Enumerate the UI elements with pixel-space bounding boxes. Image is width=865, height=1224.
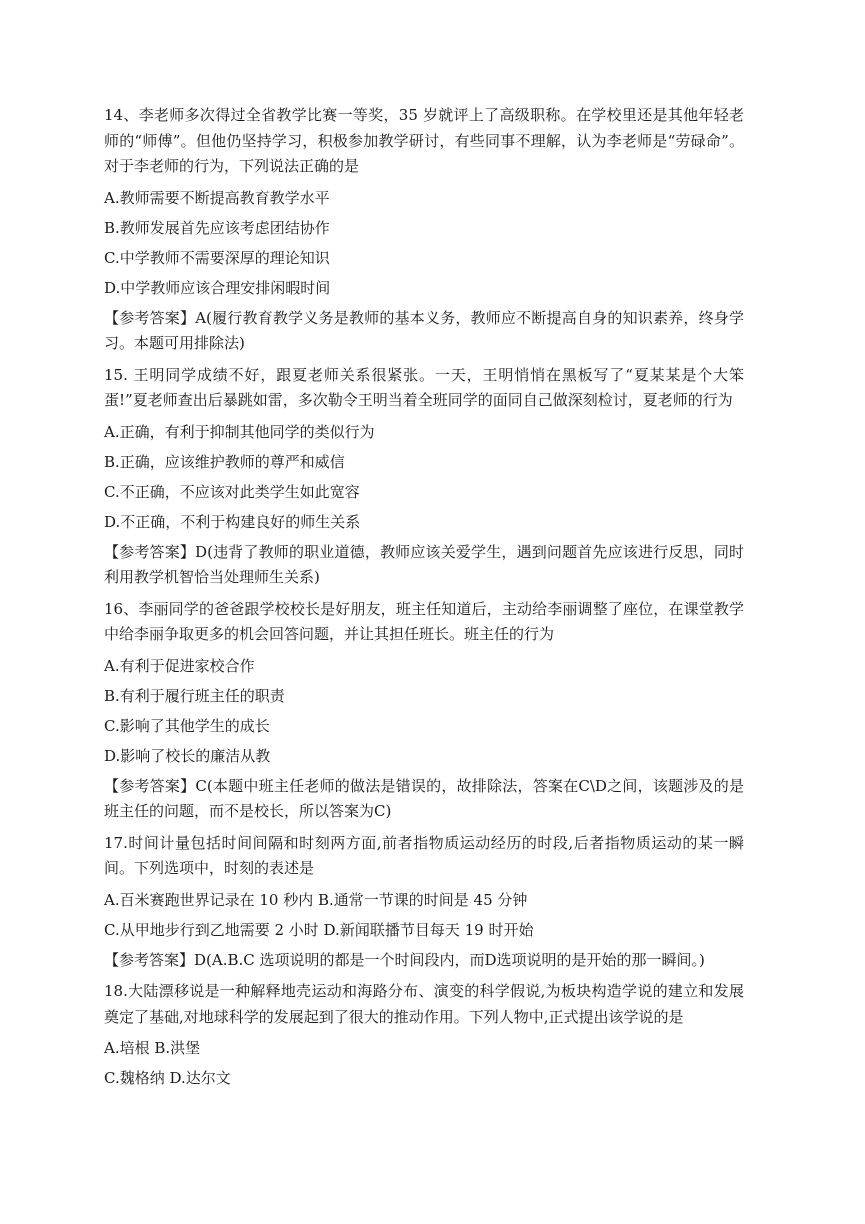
question-17 — [104, 831, 744, 974]
option-a: A.有利于促进家校合作 — [104, 656, 255, 675]
reference-answer: 【参考答案】A(履行教育教学义务是教师的基本义务，教师应不断提高自身的知识素养，终身学习。本题可用排除法) — [104, 308, 744, 352]
option-d: D.不正确，不利于构建良好的师生关系 — [104, 512, 361, 531]
option-c: C.影响了其他学生的成长 — [104, 716, 270, 735]
option-d: D.影响了校长的廉洁从教 — [104, 746, 271, 765]
question-stem: 14、李老师多次得过全省教学比赛一等奖，35 岁就评上了高级职称。在学校里还是其他年轻老师的“师傅”。但他仍坚持学习，积极参加教学研讨，有些同事不理解，认为李老师是“劳碌命”。对于李老师的行为，下列说法正确的是 — [104, 106, 744, 175]
question-stem: 16、李丽同学的爸爸跟学校校长是好朋友，班主任知道后，主动给李丽调整了座位，在课堂教学中给李丽争取更多的机会回答问题，并让其担任班长。班主任的行为 — [104, 599, 744, 643]
reference-answer: 【参考答案】D(违背了教师的职业道德，教师应该关爱学生，遇到问题首先应该进行反思，同时利用教学机智恰当处理师生关系) — [104, 542, 744, 586]
question-18 — [104, 979, 744, 1092]
option-d: D.中学教师应该合理安排闲暇时间 — [104, 278, 331, 297]
question-list — [104, 103, 744, 1096]
question-16 — [104, 597, 744, 825]
option-a: A.教师需要不断提高教育教学水平 — [104, 188, 330, 207]
question-14 — [104, 103, 744, 357]
option-b: B.正确，应该维护教师的尊严和威信 — [104, 452, 345, 471]
question-stem: 18.大陆漂移说是一种解释地壳运动和海路分布、演变的科学假说,为板块构造学说的建立和发展奠定了基础,对地球科学的发展起到了很大的推动作用。下列人物中,正式提出该学说的是 — [104, 982, 744, 1026]
option-a: A.正确，有利于抑制其他同学的类似行为 — [104, 422, 375, 441]
option-b: B.有利于履行班主任的职责 — [104, 686, 285, 705]
question-15 — [104, 363, 744, 591]
option-a-b: A.培根 B.洪堡 — [104, 1039, 201, 1057]
option-a-b: A.百米赛跑世界记录在 10 秒内 B.通常一节课的时间是 45 分钟 — [104, 890, 528, 909]
option-b: B.教师发展首先应该考虑团结协作 — [104, 218, 330, 237]
question-stem: 15. 王明同学成绩不好，跟夏老师关系很紧张。一天，王明悄悄在黑板写了“夏某某是个大笨蛋!”夏老师查出后暴跳如雷，多次勒令王明当着全班同学的面同自己做深刻检讨，夏老师的行为 — [104, 365, 744, 409]
option-c-d: C.魏格纳 D.达尔文 — [104, 1069, 231, 1087]
option-c-d: C.从甲地步行到乙地需要 2 小时 D.新闻联播节目每天 19 时开始 — [104, 920, 534, 939]
question-stem: 17.时间计量包括时间间隔和时刻两方面,前者指物质运动经历的时段,后者指物质运动的某一瞬间。下列选项中，时刻的表述是 — [104, 833, 744, 877]
reference-answer: 【参考答案】C(本题中班主任老师的做法是错误的，故排除法，答案在C\D之间，该题涉及的是班主任的问题，而不是校长，所以答案为C) — [104, 776, 744, 820]
reference-answer: 【参考答案】D(A.B.C 选项说明的都是一个时间段内，而D选项说明的是开始的那一瞬间。) — [104, 950, 705, 969]
option-c: C.中学教师不需要深厚的理论知识 — [104, 248, 330, 267]
option-c: C.不正确，不应该对此类学生如此宽容 — [104, 482, 360, 501]
